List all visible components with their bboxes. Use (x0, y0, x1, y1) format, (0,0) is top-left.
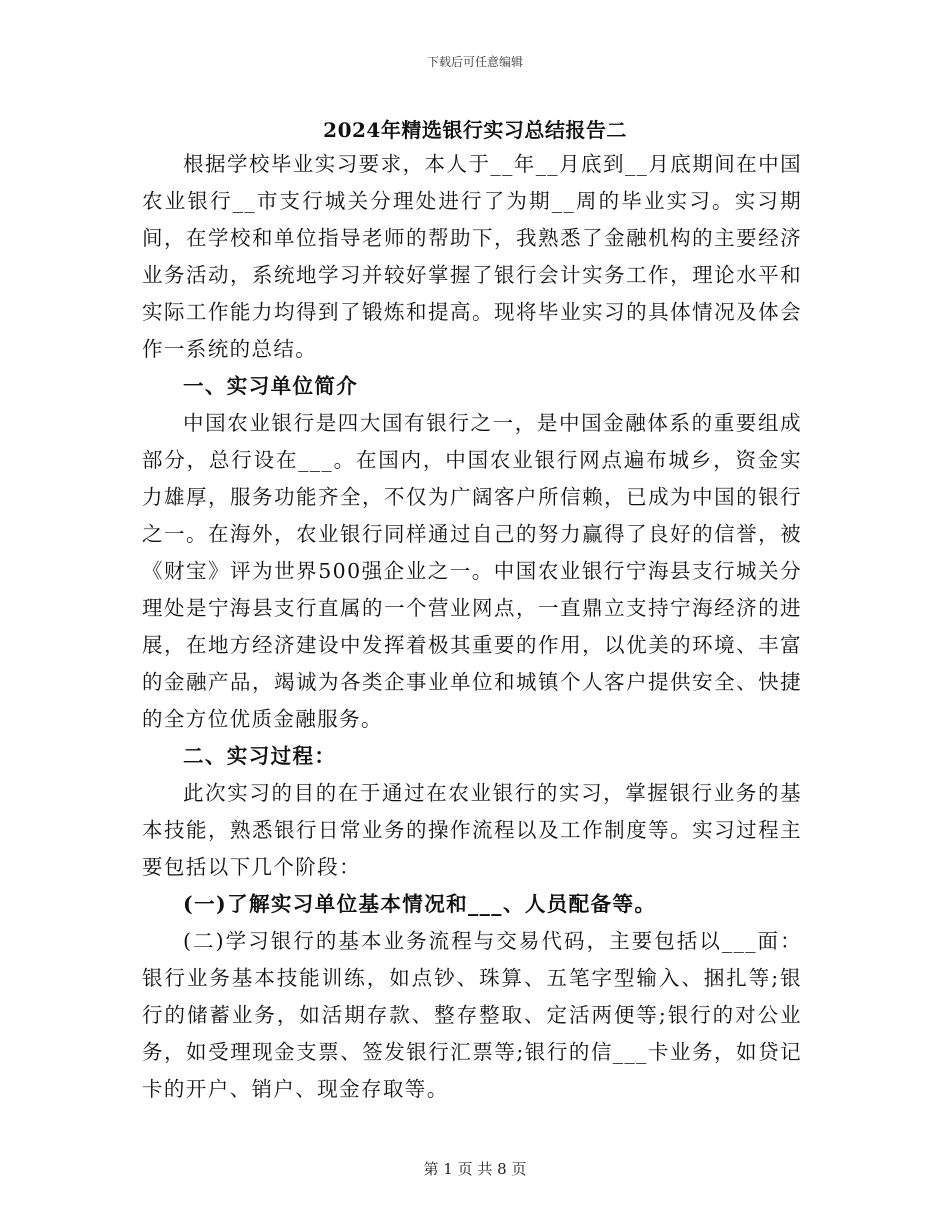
document-title: 2024年精选银行实习总结报告二 (323, 118, 627, 142)
document-body (142, 146, 802, 1108)
paragraph-intro: 根据学校毕业实习要求，本人于__年__月底到__月底期间在中国农业银行__市支行城关分理处进行了为期__周的毕业实习。实习期间，在学校和单位指导老师的帮助下，我熟悉了金融机构的主要经济业务活动，系统地学习并较好掌握了银行会计实务工作，理论水平和实际工作能力均得到了锻炼和提高。现将毕业实习的具体情况及体会作一系统的总结。 (142, 152, 802, 361)
header-note: 下载后可任意编辑 (426, 55, 523, 69)
section-heading-process: 二、实习过程： (183, 744, 337, 768)
paragraph-subsection-2: (二)学习银行的基本业务流程与交易代码，主要包括以___面：银行业务基本技能训练，如点钞、珠算、五笔字型输入、捆扎等;银行的储蓄业务，如活期存款、整存整取、定活两便等;银行的对公业务，如受理现金支票、签发银行汇票等;银行的信___卡业务，如贷记卡的开户、销户、现金存取等。 (142, 929, 802, 1101)
section-heading-unit-intro: 一、实习单位简介 (183, 374, 359, 398)
paragraph-process: 此次实习的目的在于通过在农业银行的实习，掌握银行业务的基本技能，熟悉银行日常业务的操作流程以及工作制度等。实习过程主要包括以下几个阶段： (142, 781, 802, 879)
page-footer: 第 1 页 共 8 页 (423, 1160, 527, 1178)
subsection-heading-1: (一)了解实习单位基本情况和___、人员配备等。 (183, 892, 657, 916)
paragraph-unit-intro: 中国农业银行是四大国有银行之一，是中国金融体系的重要组成部分，总行设在___。在国内，中国农业银行网点遍布城乡，资金实力雄厚，服务功能齐全，不仅为广阔客户所信赖，已成为中国的银行之一。在海外，农业银行同样通过自己的努力赢得了良好的信誉，被《财宝》评为世界500强企业之一。中国农业银行宁海县支行城关分理处是宁海县支行直属的一个营业网点，一直鼎立支持宁海经济的进展，在地方经济建设中发挥着极其重要的作用，以优美的环境、丰富的金融产品，竭诚为各类企事业单位和城镇个人客户提供安全、快捷的全方位优质金融服务。 (142, 411, 802, 731)
